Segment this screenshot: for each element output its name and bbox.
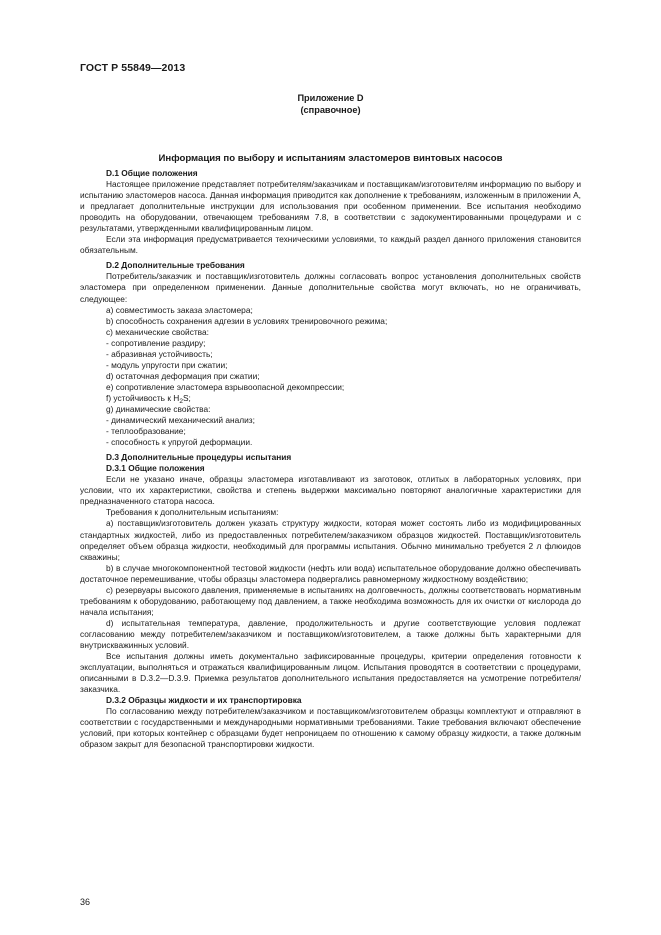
section-d32-heading: D.3.2 Образцы жидкости и их транспортировка <box>106 695 302 706</box>
section-d1-paragraph-1: Настоящее приложение представляет потребителям/заказчикам и поставщикам/изготовителям информацию по выбору и испытанию эластомеров насоса. Данная информация приводится как дополнение к требованиям, изложенным в приложении А, и предлагает дополнительные инструкции для использования при особенном применении. Все испытания необходимо проводить на оборудовании, отвечающем требованиям 7.8, в соответствии с задокументированными процедурами и с результатами, утвержденными квалифицированным лицом. <box>80 179 581 234</box>
list-item: e) сопротивление эластомера взрывоопасной декомпрессии; <box>106 381 345 392</box>
document-id: ГОСТ Р 55849—2013 <box>80 62 186 74</box>
list-item: - сопротивление раздиру; <box>106 337 206 348</box>
h2s-suffix: S; <box>182 392 191 403</box>
section-d31-heading: D.3.1 Общие положения <box>106 463 205 474</box>
section-d31-paragraph-3: Все испытания должны иметь документально зафиксированные процедуры, критерии определения готовности к эксплуатации, выполняться и отражаться квалифицированным лицом. Испытания проводятся в соответствии с процедурами, описанными в D.3.2—D.3.9. Приемка результатов дополнительного испытания предоставляется на усмотрение потребителя/заказчика. <box>80 651 581 695</box>
section-d2-heading: D.2 Дополнительные требования <box>106 260 245 271</box>
annex-subtitle: (справочное) <box>300 105 361 115</box>
requirement-c: c) резервуары высокого давления, применяемые в испытаниях на долговечность, должны соответствовать нормативным требованиям к оборудованию, работающему под давлением, а также необходима возможность для их очистки от кислорода до начала испытания; <box>80 584 581 617</box>
list-item: - способность к упругой деформации. <box>106 437 253 448</box>
annex-heading <box>80 92 581 116</box>
list-item: b) способность сохранения адгезии в условиях тренировочного режима; <box>106 315 388 326</box>
list-item-h2s <box>80 393 581 404</box>
requirement-a: a) поставщик/изготовитель должен указать структуру жидкости, которая может состоять либо из модифицированных стандартных жидкостей, либо из предоставленных потребителем/заказчиком образцов жидкостей. Поставщик/изготовитель определяет объем образца жидкости, необходимый для программы испытания. Обычно минимально требуется 2 л флюидов скважины; <box>80 518 581 562</box>
list-item: g) динамические свойства: <box>106 403 211 414</box>
list-item: - абразивная устойчивость; <box>106 348 213 359</box>
page-number: 36 <box>80 897 91 907</box>
list-item: - теплообразование; <box>106 426 186 437</box>
list-item: a) совместимость заказа эластомера; <box>106 304 253 315</box>
section-d1-paragraph-2: Если эта информация предусматривается техническими условиями, то каждый раздел данного приложения становится обязательным. <box>80 234 581 256</box>
section-d31-paragraph-1: Если не указано иначе, образцы эластомера изготавливают из заготовок, отлитых в лабораторных условиях, при условии, что их характеристики, свойства и степень выдержки максимально повторяют аналогичные характеристики для предназначенного статора насоса. <box>80 474 581 507</box>
annex-title: Приложение D <box>297 93 364 103</box>
section-d32-paragraph-1: По согласованию между потребителем/заказчиком и поставщиком/изготовителем образцы комплектуют и отправляют в соответствии с государственными и международными нормативными требованиями. Такие требования включают обеспечение условий, при которых контейнер с образцами будет непроницаем по отношению к самому образцу жидкости, а также должным образом закрыт для безопасной транспортировки жидкости. <box>80 706 581 750</box>
annex-body <box>80 168 581 750</box>
section-d3-heading: D.3 Дополнительные процедуры испытания <box>106 452 292 463</box>
list-item: c) механические свойства: <box>106 326 209 337</box>
section-d31-paragraph-2: Требования к дополнительным испытаниям: <box>106 507 279 518</box>
list-item: d) остаточная деформация при сжатии; <box>106 370 260 381</box>
annex-main-title: Информация по выбору и испытаниям эластомеров винтовых насосов <box>158 153 503 164</box>
list-item: - модуль упругости при сжатии; <box>106 359 228 370</box>
section-d2-paragraph-1: Потребитель/заказчик и поставщик/изготовитель должны согласовать вопрос установления дополнительных свойств эластомера при определенном применении. Данные дополнительные свойства могут включать, но не ограничивать, следующее: <box>80 271 581 304</box>
list-item: - динамический механический анализ; <box>106 415 255 426</box>
requirement-b: b) в случае многокомпонентной тестовой жидкости (нефть или вода) испытательное оборудование должно обеспечивать достаточное перемешивание, чтобы образцы эластомера подвергались равномерному жидкостному воздействию; <box>80 562 581 584</box>
requirement-d: d) испытательная температура, давление, продолжительность и другие соответствующие условия подлежат согласованию между потребителем/заказчиком и поставщиком/изготовителем, а также должны быть характерными для внутрискважинных условий. <box>80 617 581 650</box>
h2s-subscript: 2 <box>179 397 183 405</box>
h2s-prefix: f) устойчивость к H <box>106 392 180 403</box>
section-d1-heading: D.1 Общие положения <box>106 168 198 178</box>
